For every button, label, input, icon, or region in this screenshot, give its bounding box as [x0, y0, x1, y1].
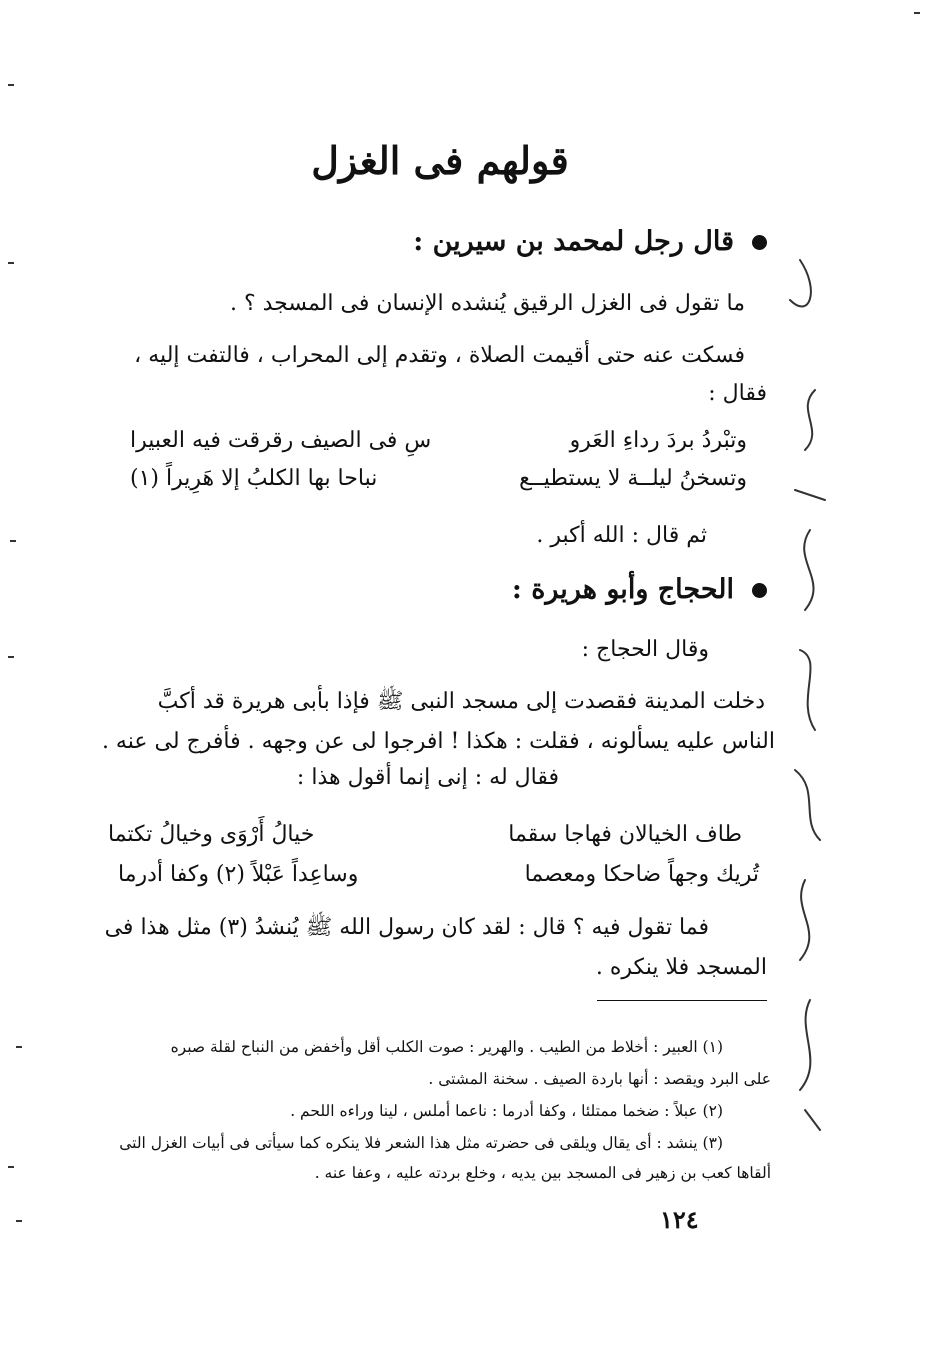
footnote-line: (٣) ينشد : أى يقال ويلقى فى حضرته مثل هذا الشعر فلا ينكره كما سيأتى فى أبيات الغزل التى: [119, 1134, 723, 1152]
paragraph-line: فما تقول فيه ؟ قال : لقد كان رسول الله ﷺ يُنشدُ (٣) مثل هذا فى: [104, 915, 709, 940]
bullet-icon: [752, 235, 767, 250]
section-heading-hajjaj: [512, 574, 767, 605]
section-heading-text: قال رجل لمحمد بن سيرين :: [413, 226, 734, 257]
verse-second-hemistich: وساعِداً عَبْلاً (٢) وكفا أدرما: [118, 862, 359, 887]
verse-second-hemistich: خيالُ أَرْوَى وخيالُ تكتما: [108, 822, 315, 847]
verse-second-hemistich: سِ فى الصيف رقرقت فيه العبيرا: [130, 428, 432, 453]
handwriting-scribble-icon: [780, 230, 850, 1150]
section-heading-ibn-sirin: [413, 226, 767, 257]
handwritten-margin-annotation: [790, 230, 850, 1150]
verse-first-hemistich: وتبْردُ بردَ رداءِ العَرو: [569, 428, 747, 453]
scan-mark: [8, 656, 14, 658]
bullet-icon: [752, 583, 767, 598]
paragraph-line: فقال :: [708, 381, 767, 406]
verse-first-hemistich: تُريك وجهاً ضاحكا ومعصما: [524, 862, 759, 887]
paragraph-line: المسجد فلا ينكره .: [595, 955, 767, 980]
paragraph-line: فقال له : إنى إنما أقول هذا :: [296, 765, 559, 790]
scan-mark: [10, 540, 16, 542]
paragraph-line: الناس عليه يسألونه ، فقلت : هكذا ! افرجوا لى عن وجهه . فأفرج لى عنه .: [101, 729, 775, 754]
paragraph-line: دخلت المدينة فقصدت إلى مسجد النبى ﷺ فإذا بأبى هريرة قد أكبَّ: [157, 689, 765, 714]
footnote-line: (١) العبير : أخلاط من الطيب . والهرير : صوت الكلب أقل وأخفض من النباح لقلة صبره: [170, 1038, 723, 1056]
verse-second-hemistich: نباحا بها الكلبُ إلا هَرِيراً (١): [130, 466, 378, 491]
scan-mark: [16, 1220, 22, 1222]
section-heading-text: الحجاج وأبو هريرة :: [511, 574, 734, 605]
footnote-divider: [597, 1000, 767, 1001]
verse-first-hemistich: طاف الخيالان فهاجا سقما: [508, 822, 742, 847]
paragraph: وقال الحجاج :: [581, 637, 709, 662]
poem-verse: [108, 822, 742, 847]
footnote-line: ألقاها كعب بن زهير فى المسجد بين يديه ، وخلع بردته عليه ، وعفا عنه .: [314, 1164, 771, 1182]
page-number: ١٢٤: [660, 1205, 699, 1234]
scan-mark: [16, 1046, 22, 1048]
paragraph: ما تقول فى الغزل الرقيق يُنشده الإنسان فى المسجد ؟ .: [229, 291, 745, 316]
footnote-line: (٢) عبلاً : ضخما ممتلئا ، وكفا أدرما : ناعما أملس ، لينا وراءه اللحم .: [290, 1102, 723, 1120]
page-title: قولهم فى الغزل: [311, 138, 569, 183]
verse-first-hemistich: وتسخنُ ليلــة لا يستطيــع: [519, 466, 747, 491]
scan-mark: [914, 12, 920, 14]
poem-verse: [130, 428, 747, 453]
paragraph-line: فسكت عنه حتى أقيمت الصلاة ، وتقدم إلى المحراب ، فالتفت إليه ،: [134, 343, 745, 368]
scan-mark: [8, 262, 14, 264]
paragraph: ثم قال : الله أكبر .: [536, 523, 707, 548]
scan-mark: [8, 1166, 14, 1168]
poem-verse: [118, 862, 759, 887]
poem-verse: [130, 466, 747, 491]
scan-mark: [8, 84, 14, 86]
footnote-line: على البرد ويقصد : أنها باردة الصيف . سخنة المشتى .: [428, 1070, 771, 1088]
